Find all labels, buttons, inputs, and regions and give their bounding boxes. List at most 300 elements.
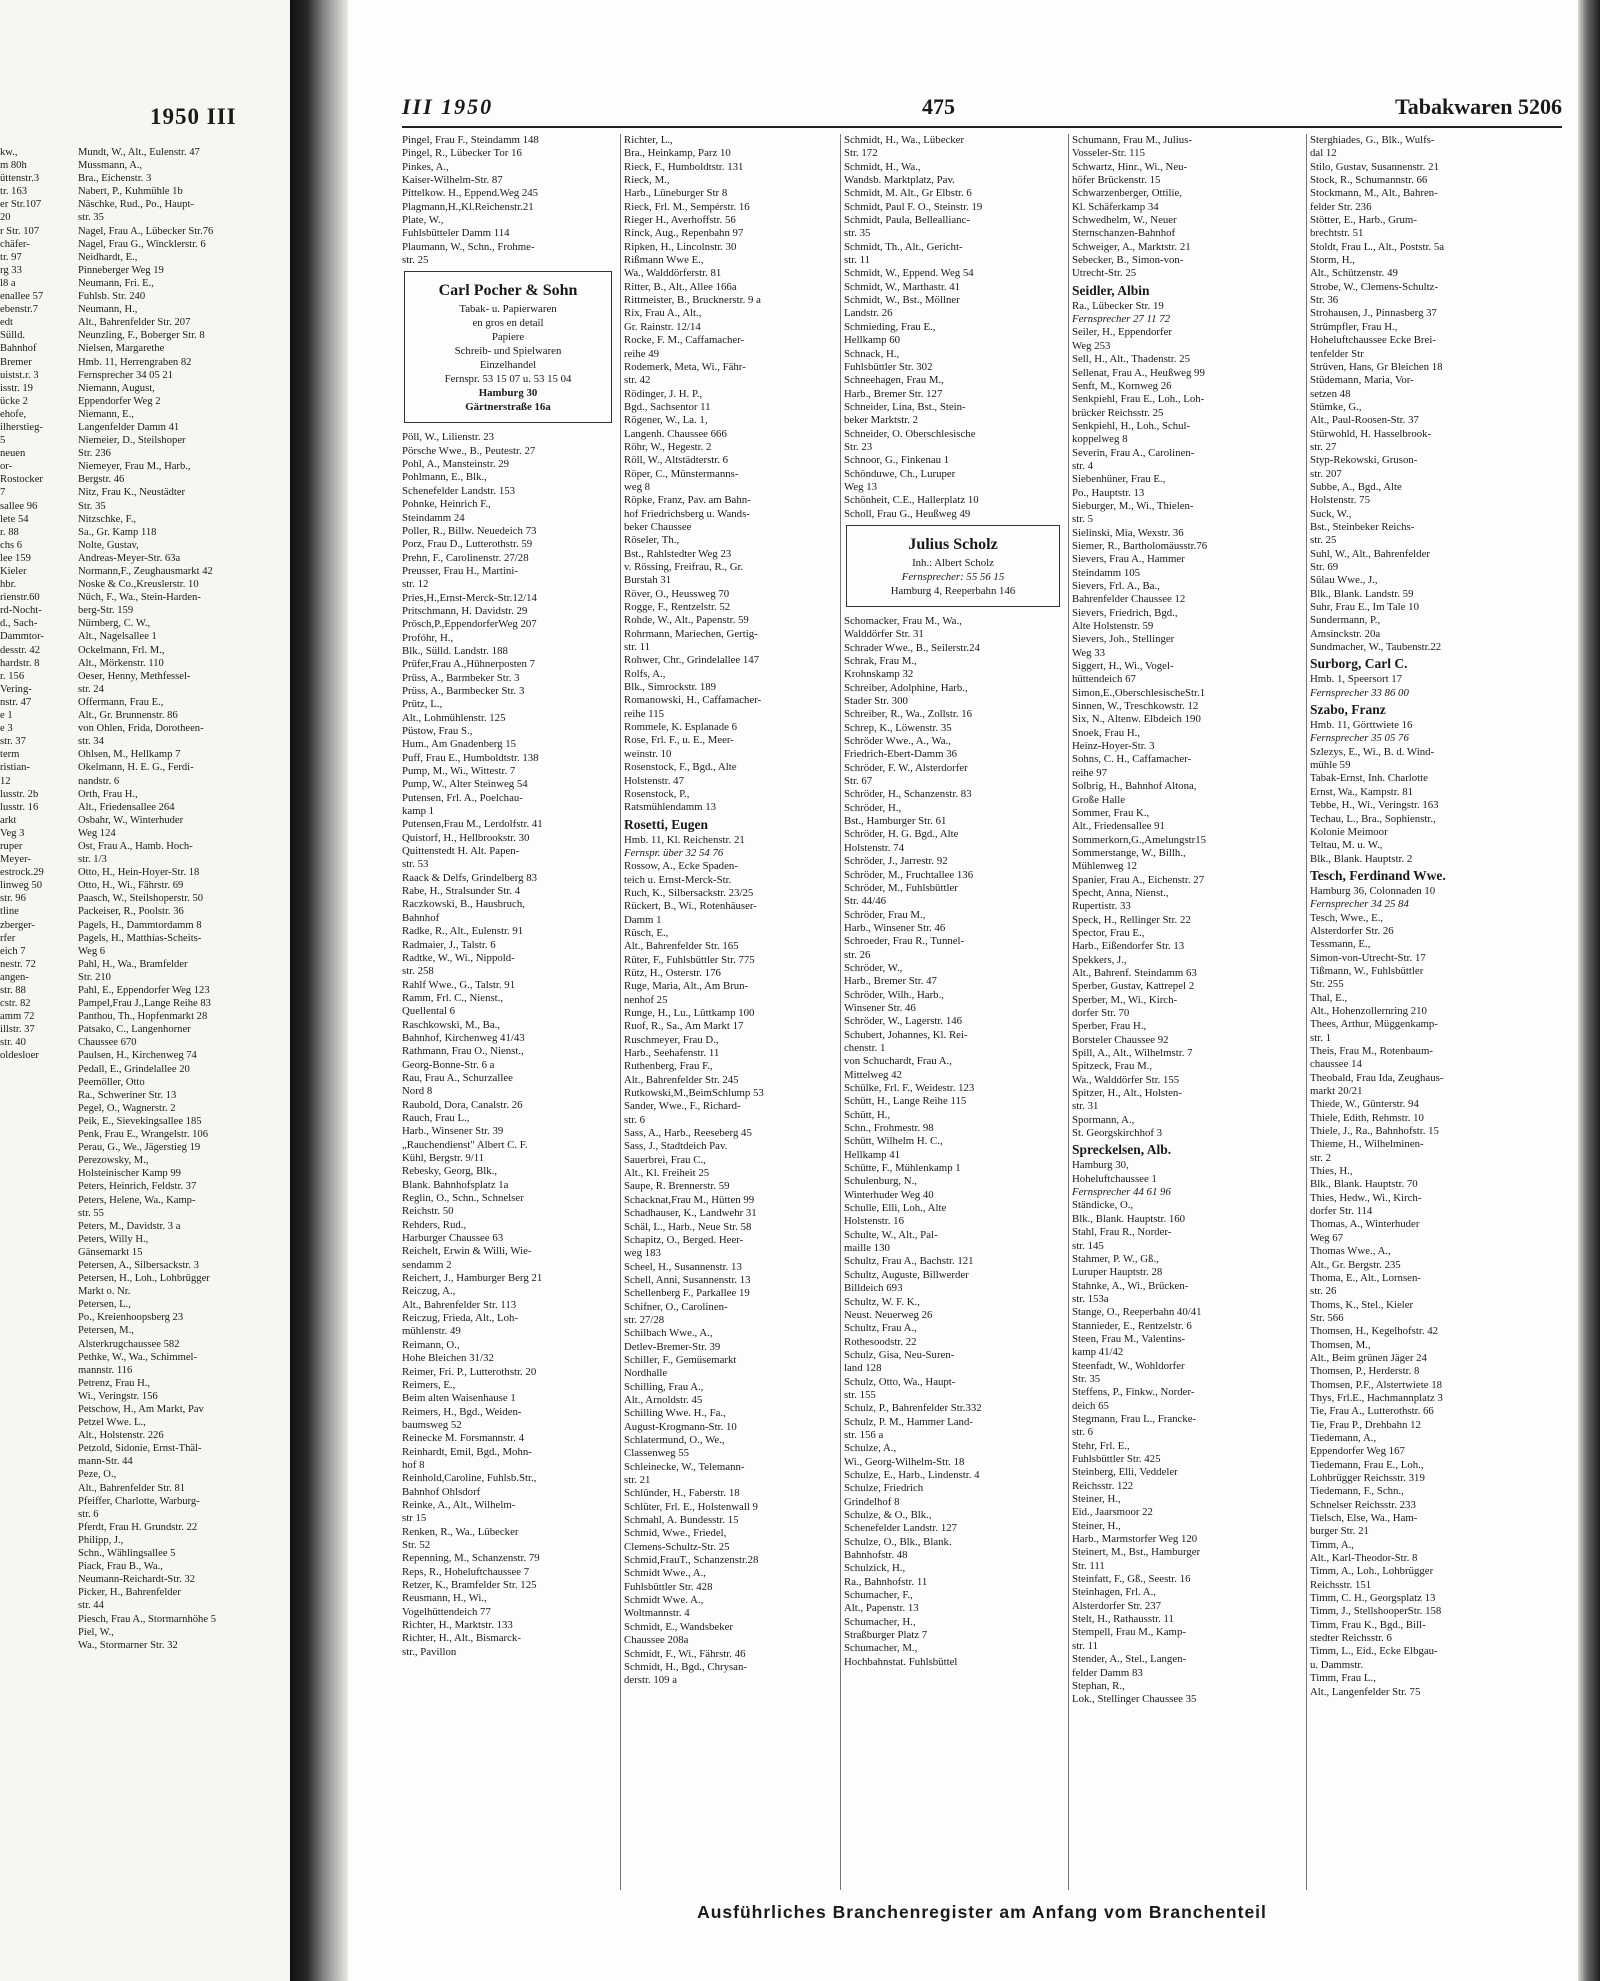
directory-entry: Sinnen, W., Treschkowstr. 12 [1072, 700, 1199, 713]
directory-entry: Paulsen, H., Kirchenweg 74 [78, 1050, 197, 1062]
directory-entry: Str. 35 [78, 500, 106, 512]
directory-entry: Rohrmann, Mariechen, Gertig- [624, 627, 758, 640]
directory-entry: Ruge, Maria, Alt., Am Brun- [624, 980, 749, 993]
directory-entry: Reinecke M. Forsmannstr. 4 [402, 1432, 525, 1445]
directory-entry: Schubert, Johannes, Kl. Rei- [844, 1028, 968, 1041]
directory-entry: Prütz, L., [402, 698, 443, 711]
directory-entry: Röver, O., Heussweg 70 [624, 587, 730, 600]
directory-entry: Paasch, W., Steilshoperstr. 50 [78, 893, 204, 905]
directory-entry: Piesch, Frau A., Stormarnhöhe 5 [78, 1613, 216, 1625]
directory-entry: Reichert, J., Hamburger Berg 21 [402, 1272, 543, 1285]
directory-entry: Reinhardt, Emil, Bgd., Mohn- [402, 1445, 532, 1458]
directory-entry: Reimann, O., [402, 1338, 460, 1351]
directory-entry: Hohe Bleichen 31/32 [402, 1352, 494, 1365]
directory-entry: Str. 44/46 [844, 895, 886, 908]
directory-entry: Fernspr. über 32 54 76 [624, 846, 724, 859]
directory-entry: Alt., Beim grünen Jäger 24 [1310, 1351, 1427, 1364]
directory-entry: Schlüter, Frl. E., Holstenwall 9 [624, 1500, 758, 1513]
directory-entry: felder Str. 236 [1310, 200, 1372, 213]
directory-entry: str. 11 [624, 641, 650, 654]
directory-entry: Schmidt, Th., Alt., Gericht- [844, 240, 963, 253]
directory-entry: 12 [0, 775, 11, 787]
directory-entry: Wi., Veringstr. 156 [78, 1390, 158, 1402]
directory-entry: Szabo, Franz [1310, 702, 1386, 718]
directory-entry: felder Damm 83 [1072, 1666, 1143, 1679]
directory-entry: Schulz, P., Bahrenfelder Str.332 [844, 1402, 982, 1415]
directory-entry: Profóhr, H., [402, 631, 454, 644]
directory-entry: Rinck, Aug., Repenbahn 97 [624, 227, 744, 240]
directory-entry: Sander, Wwe., F., Richard- [624, 1100, 741, 1113]
directory-entry: Bst., Hamburger Str. 61 [844, 815, 947, 828]
directory-entry: Alsterkrugchaussee 582 [78, 1338, 180, 1350]
directory-entry: Hoheluftchaussee Ecke Brei- [1310, 334, 1436, 347]
directory-entry: Schröder, M., Fuhlsbüttler [844, 881, 958, 894]
directory-entry: Sperber, Frau H., [1072, 1020, 1147, 1033]
directory-entry: Fuhlsbütteler Damm 114 [402, 227, 510, 240]
directory-entry: str. 27/28 [624, 1313, 665, 1326]
directory-entry: Ruthenberg, Frau F., [624, 1060, 713, 1073]
directory-entry: Lok., Stellinger Chaussee 35 [1072, 1693, 1197, 1706]
ad-lines [855, 556, 1051, 598]
directory-entry: Stelt, H., Rathausstr. 11 [1072, 1613, 1174, 1626]
directory-entry: Einzelhandel [479, 359, 537, 372]
directory-entry: chaussee 14 [1310, 1058, 1362, 1071]
directory-entry: Sellenat, Frau A., Heußweg 99 [1072, 366, 1205, 379]
directory-entry: Schneider, O. Oberschlesische [844, 427, 976, 440]
directory-entry: Hmb. 11, Kl. Reichenstr. 21 [624, 833, 745, 846]
directory-entry: Pferdt, Frau H. Grundstr. 22 [78, 1521, 198, 1533]
directory-entry: Panthou, Th., Hopfenmarkt 28 [78, 1011, 208, 1023]
directory-entry: Mussmann, A., [78, 160, 143, 172]
directory-entry: Langenh. Chaussee 666 [624, 427, 727, 440]
directory-entry: Rodemerk, Meta, Wi., Fähr- [624, 360, 746, 373]
directory-entry: Holstenstr. 16 [844, 1215, 904, 1228]
directory-entry: Woltmannstr. 4 [624, 1607, 690, 1620]
page-header [402, 94, 1562, 124]
directory-entry: Petersen, M., [78, 1325, 134, 1337]
directory-entry: ilherstieg- [0, 421, 43, 433]
directory-entry: Schulenburg, N., [844, 1175, 917, 1188]
directory-entry: Raschkowski, M., Ba., [402, 1018, 501, 1031]
directory-entry: Schilling Wwe. H., Fa., [624, 1407, 726, 1420]
directory-entry: zberger- [0, 919, 35, 931]
directory-entry: Prösch,P.,EppendorferWeg 207 [402, 618, 537, 631]
directory-entry: r. 88 [0, 526, 19, 538]
directory-entry: Timm, A., [1310, 1538, 1355, 1551]
directory-entry: Schneehagen, Frau M., [844, 374, 944, 387]
directory-entry: r Str. 107 [0, 225, 40, 237]
directory-entry: Thomas Wwe., A., [1310, 1245, 1391, 1258]
directory-entry: Blk., Sülld. Landstr. 188 [402, 644, 508, 657]
directory-entry: Sohns, C. H., Caffamacher- [1072, 753, 1192, 766]
directory-entry: Veg 3 [0, 827, 25, 839]
entry-list [1310, 134, 1562, 1699]
directory-entry: Schmidt, W., Bst., Möllner [844, 294, 960, 307]
directory-entry: Tesch, Ferdinand Wwe. [1310, 867, 1446, 883]
directory-entry: Harb., Marmstorfer Weg 120 [1072, 1533, 1198, 1546]
directory-entry: 20 [0, 212, 11, 224]
directory-entry: brücker Reichsstr. 25 [1072, 406, 1164, 419]
directory-entry: Stegmann, Frau L., Francke- [1072, 1412, 1197, 1425]
directory-entry: Rieck, Frl. M., Sempérstr. 16 [624, 200, 750, 213]
directory-entry: str. 53 [402, 858, 429, 871]
directory-entry: Alt., Friedensallee 264 [78, 801, 175, 813]
directory-entry: Hmb. 11, Görttwiete 16 [1310, 719, 1413, 732]
directory-entry: Meyer- [0, 854, 31, 866]
directory-entry: Winterhuder Weg 40 [844, 1188, 934, 1201]
directory-entry: Reiczug, A., [402, 1285, 456, 1298]
directory-entry: Alt., Arnoldstr. 45 [624, 1393, 703, 1406]
directory-entry: mann-Str. 44 [78, 1456, 133, 1468]
directory-entry: Alsterdorfer Str. 26 [1310, 924, 1394, 937]
directory-entry: Ripken, H., Lincolnstr. 30 [624, 240, 737, 253]
entry-list [1072, 134, 1304, 1707]
directory-entry: Schmidt Wwe., A., [624, 1567, 706, 1580]
directory-entry: Reimers, E., [402, 1378, 456, 1391]
directory-entry: Po., Kreienhoopsberg 23 [78, 1312, 184, 1324]
entry-list [402, 431, 618, 1659]
directory-entry: Str. 69 [1310, 561, 1339, 573]
directory-entry: Sievers, Friedrich, Bgd., [1072, 606, 1178, 619]
directory-entry: Mühlenweg 12 [1072, 860, 1138, 873]
directory-entry: Pedall, E., Grindelallee 20 [78, 1063, 190, 1075]
directory-entry: Rau, Frau A., Schurzallee [402, 1071, 513, 1084]
column-divider [1068, 134, 1069, 1890]
directory-entry: Osbahr, W., Winterhuder [78, 814, 184, 826]
directory-entry: Borsteler Chaussee 92 [1072, 1033, 1169, 1046]
directory-entry: str. 2 [1310, 1151, 1331, 1164]
directory-entry: Weg 33 [1072, 646, 1106, 659]
directory-entry: Schumacher, H., [844, 1615, 916, 1628]
directory-entry: Nürnberg, C. W., [78, 618, 151, 630]
directory-entry: Sievers, Frau A., Hammer [1072, 553, 1185, 566]
directory-entry: Str. 23 [844, 440, 873, 453]
directory-entry: Mundt, W., Alt., Eulenstr. 47 [78, 147, 200, 158]
directory-entry: Raubold, Dora, Canalstr. 26 [402, 1098, 523, 1111]
header-section: III 1950 [402, 94, 494, 119]
directory-entry: neuen [0, 448, 26, 460]
directory-entry: Alt., Friedensallee 91 [1072, 820, 1165, 833]
directory-entry: Storm, H., [1310, 254, 1355, 267]
directory-entry: Rebesky, Georg, Blk., [402, 1165, 498, 1178]
directory-entry: Putensen,Frau M., Lerdolfstr. 41 [402, 818, 543, 831]
directory-entry: mühlenstr. 49 [402, 1325, 461, 1338]
directory-entry: Pingel, Frau F., Steindamm 148 [402, 134, 539, 146]
directory-entry: Neumann, H., [78, 304, 138, 316]
directory-entry: Senft, M., Kornweg 26 [1072, 379, 1172, 392]
left-page-header: 1950 III [150, 104, 237, 129]
directory-entry: Szlezys, E., Wi., B. d. Wind- [1310, 745, 1435, 758]
directory-entry: kamp 1 [402, 805, 435, 818]
directory-entry: Schütt, H., Lange Reihe 115 [844, 1095, 967, 1108]
directory-entry: Mittelweg 42 [844, 1068, 902, 1081]
directory-entry: Tiedemann, F., Schn., [1310, 1485, 1404, 1498]
directory-entry: Schreib- und Spielwaren [454, 345, 562, 358]
directory-entry: desstr. 42 [0, 644, 41, 656]
directory-entry: Reglin, O., Schn., Schnelser [402, 1192, 524, 1205]
directory-entry: Gänsemarkt 15 [78, 1246, 143, 1258]
directory-entry: Sievers, Frl. A., Ba., [1072, 580, 1160, 592]
directory-entry: Picker, H., Bahrenfelder [78, 1587, 181, 1599]
directory-entry: Harburger Chaussee 63 [402, 1232, 504, 1245]
directory-column-3 [844, 134, 1066, 1900]
directory-entry: Alt., Mörkenstr. 110 [78, 657, 164, 669]
directory-entry: str. 31 [1072, 1100, 1099, 1113]
directory-entry: Niemann, E., [78, 408, 134, 420]
directory-entry: en gros en detail [472, 317, 544, 330]
directory-entry: hof 8 [402, 1458, 425, 1471]
directory-entry: Bahnhof, Kirchenweg 41/43 [402, 1031, 525, 1044]
directory-entry: Pinneberger Weg 19 [78, 264, 164, 276]
directory-entry: Spreckelsen, Alb. [1072, 1142, 1172, 1158]
directory-entry: Schilbach Wwe., A., [624, 1327, 713, 1340]
directory-entry: Spekkers, J., [1072, 953, 1127, 966]
directory-entry: Pump, W., Alter Steinweg 54 [402, 778, 528, 791]
directory-entry: Krohnskamp 32 [844, 668, 914, 681]
directory-entry: Schröder, J., Jarrestr. 92 [844, 855, 948, 868]
directory-entry: Stoldt, Frau L., Alt., Poststr. 5a [1310, 240, 1445, 253]
directory-entry: Sundermann, P., [1310, 614, 1381, 627]
directory-entry: Runge, H., Lu., Lüttkamp 100 [624, 1007, 755, 1019]
directory-entry: Pegel, O., Wagnerstr. 2 [78, 1102, 176, 1114]
directory-entry: Schreiber, R., Wa., Zollstr. 16 [844, 708, 973, 721]
directory-entry: Preusser, Frau H., Martini- [402, 564, 518, 577]
directory-entry: Oeser, Henny, Methfessel- [78, 670, 191, 682]
directory-entry: Sieburger, M., Wi., Thielen- [1072, 499, 1194, 512]
directory-entry: Severin, Frau A., Carolinen- [1072, 446, 1195, 459]
directory-entry: Schütt, Wilhelm H. C., [844, 1135, 943, 1148]
directory-entry: Techau, L., Bra., Sophienstr., [1310, 812, 1436, 825]
directory-entry: Alt., Bahrenfelder Str. 81 [78, 1482, 186, 1494]
directory-entry: Steindamm 24 [402, 511, 465, 524]
directory-entry: Alt., Paul-Roosen-Str. 37 [1310, 414, 1419, 427]
directory-entry: Str. 566 [1310, 1311, 1344, 1324]
directory-entry: Schäl, L., Harb., Neue Str. 58 [624, 1220, 752, 1233]
directory-entry: Quittenstedt H. Alt. Papen- [402, 845, 520, 858]
directory-entry: Steiner, H., [1072, 1519, 1121, 1532]
directory-entry: Stender, A., Stel., Langen- [1072, 1653, 1187, 1666]
directory-entry: Pahl, H., Wa., Bramfelder [78, 958, 188, 970]
directory-entry: Spanier, Frau A., Eichenstr. 27 [1072, 873, 1205, 886]
directory-entry: Noske & Co.,Kreuslerstr. 10 [78, 579, 199, 591]
directory-entry: Sterghiades, G., Blk., Wulfs- [1310, 134, 1435, 146]
directory-entry: Stahl, Frau R., Norder- [1072, 1226, 1172, 1239]
directory-entry: Schröder Wwe., A., Wa., [844, 735, 951, 748]
directory-entry: Petersen, H., Loh., Lohbrügger [78, 1273, 210, 1285]
directory-entry: str. 21 [624, 1474, 651, 1487]
directory-entry: amm 72 [0, 1011, 35, 1023]
directory-column-5 [1310, 134, 1562, 1900]
directory-entry: Schneider, Lina, Bst., Stein- [844, 400, 966, 413]
directory-entry: markt 20/21 [1310, 1085, 1363, 1098]
directory-entry: Schulz, Otto, Wa., Haupt- [844, 1375, 956, 1388]
directory-entry: Schiller, F., Gemüsemarkt [624, 1353, 737, 1366]
directory-entry: Rosenstock, P., [624, 787, 690, 800]
directory-entry: Amsinckstr. 20a [1310, 627, 1381, 640]
directory-entry: Wa., Walddörferstr. 81 [624, 267, 722, 280]
directory-entry: str. 11 [1072, 1639, 1098, 1652]
directory-entry: Teltau, M. u. W., [1310, 839, 1383, 852]
directory-entry: Kl. Schäferkamp 34 [1072, 200, 1159, 213]
directory-entry: str. 11 [844, 254, 870, 267]
directory-entry: Tabak- u. Papierwaren [459, 303, 557, 316]
directory-entry: Schmid,FrauT., Schanzenstr.28 [624, 1554, 759, 1567]
directory-entry: nestr. 72 [0, 958, 36, 970]
directory-entry: Porz, Frau D., Lutterothstr. 59 [402, 538, 533, 551]
directory-entry: Tiedemann, Frau E., Loh., [1310, 1458, 1424, 1471]
directory-entry: cstr. 82 [0, 998, 31, 1010]
directory-entry: Harb., Lüneburger Str 8 [624, 187, 728, 200]
directory-entry: Hoheluftchaussee 1 [1072, 1172, 1157, 1185]
directory-entry: Langenfelder Damm 41 [78, 421, 180, 433]
left-page-column [78, 146, 284, 1652]
directory-entry: beker Marktstr. 2 [844, 414, 919, 427]
directory-entry: Schmidt, F., Wi., Fährstr. 46 [624, 1647, 746, 1660]
directory-entry: Senkpiehl, Frau E., Loh., Loh- [1072, 393, 1205, 406]
directory-entry: maille 130 [844, 1242, 890, 1255]
directory-entry: Rose, Frl. F., u. E., Meer- [624, 734, 734, 747]
directory-entry: Bahnhof Ohlsdorf [402, 1485, 481, 1498]
directory-entry: Schn., Frohmestr. 98 [844, 1122, 934, 1135]
directory-entry: Plate, W., [402, 214, 444, 227]
directory-entry: Thies, Hedw., Wi., Kirch- [1310, 1191, 1422, 1204]
directory-entry: Pohlmann, E., Blk., [402, 471, 487, 484]
directory-entry: üttenstr.3 [0, 173, 40, 185]
directory-entry: Packeiser, R., Poolstr. 36 [78, 906, 184, 918]
directory-entry: Simon-von-Utrecht-Str. 17 [1310, 951, 1426, 964]
directory-entry: Suck, W., [1310, 507, 1352, 520]
directory-entry: Prehn, F., Carolinenstr. 27/28 [402, 551, 529, 564]
directory-entry: Snoek, Frau H., [1072, 726, 1141, 739]
directory-entry: Sass, J., Stadtdeich Pav. [624, 1140, 728, 1153]
directory-entry: Rossow, A., Ecke Spaden- [624, 860, 738, 873]
directory-entry: Schn., Wählingsallee 5 [78, 1548, 176, 1560]
directory-entry: Otto, H., Wi., Fährstr. 69 [78, 880, 184, 892]
directory-entry: Radke, R., Alt., Eulenstr. 91 [402, 925, 524, 938]
directory-entry: tline [0, 906, 19, 918]
directory-entry: Richter, H., Alt., Bismarck- [402, 1632, 521, 1645]
directory-entry: Schmidt, W., Eppend. Weg 54 [844, 267, 974, 280]
directory-entry: Peters, Heinrich, Feldstr. 37 [78, 1181, 197, 1193]
directory-entry: Ra., Bahnhofstr. 11 [844, 1575, 928, 1588]
directory-entry: Str. 255 [1310, 978, 1344, 991]
directory-entry: Harb., Eißendorfer Str. 13 [1072, 940, 1185, 953]
directory-entry: Schönduwe, Ch., Luruper [844, 467, 956, 480]
directory-entry: Schrep, K., Löwenstr. 35 [844, 721, 952, 734]
left-page-fragment [0, 0, 290, 1981]
directory-entry: Petzel Wwe. L., [78, 1417, 146, 1429]
directory-entry: Schmidt, Paula, Belleallianc- [844, 214, 970, 227]
directory-entry: stedter Reichsstr. 6 [1310, 1632, 1392, 1645]
directory-entry: Chaussee 670 [78, 1037, 137, 1049]
directory-entry: Hochbahnstat. Fuhlsbüttel [844, 1655, 958, 1668]
directory-entry: Richter, L., [624, 134, 673, 146]
directory-entry: Fernsprecher 34 25 84 [1310, 898, 1409, 911]
directory-entry: Schumacher, M., [844, 1642, 918, 1655]
directory-entry: e 1 [0, 710, 13, 722]
directory-entry: Steinert, M., Bst., Hamburger [1072, 1546, 1201, 1559]
directory-entry: Fernsprecher 34 05 21 [78, 369, 174, 381]
directory-entry: lusstr. 2b [0, 788, 39, 800]
directory-entry: Schulze, A., [844, 1442, 897, 1455]
directory-entry: Plagmann,H.,Kl.Reichenstr.21 [402, 200, 534, 213]
directory-entry: Reichstr. 50 [402, 1205, 454, 1218]
directory-entry: Strohausen, J., Pinnasberg 37 [1310, 307, 1437, 320]
directory-entry: 5 [0, 435, 6, 447]
directory-entry: Neumann-Reichardt-Str. 32 [78, 1574, 196, 1586]
directory-entry: Fernsprecher 44 61 96 [1072, 1186, 1171, 1199]
directory-entry: str. 145 [1072, 1239, 1104, 1252]
ad-title: Carl Pocher & Sohn [438, 282, 578, 300]
directory-entry: Alt., Bahrenfelder Str. 245 [624, 1073, 739, 1086]
directory-entry: Röhr, W., Hegestr. 2 [624, 440, 712, 453]
directory-entry: Schröder, W., Lagerstr. 146 [844, 1015, 963, 1028]
directory-entry: Fernsprecher 33 86 00 [1310, 686, 1409, 699]
directory-entry: Bahnhof [402, 911, 440, 924]
entry-list [402, 134, 618, 267]
directory-entry: Stempell, Frau M., Kamp- [1072, 1626, 1186, 1639]
directory-entry: Schütte, F., Mühlenkamp 1 [844, 1162, 961, 1175]
directory-entry: Wi., Georg-Wilhelm-Str. 18 [844, 1455, 965, 1468]
directory-entry: Schmidt, W., Marthastr. 41 [844, 280, 961, 293]
directory-entry: Alt., Bahrenfelder Str. 207 [78, 317, 191, 329]
directory-entry: Ost, Frau A., Hamb. Hoch- [78, 840, 193, 852]
column-divider [840, 134, 841, 1890]
directory-entry: Reimer, Fri. P., Lutterothstr. 20 [402, 1365, 537, 1378]
directory-entry: Perau, G., We., Jägerstieg 19 [78, 1142, 201, 1154]
directory-entry: Str. 35 [1072, 1372, 1101, 1385]
directory-entry: Neidhardt, E., [78, 251, 138, 263]
directory-entry: Fuhlsbüttler Str. 425 [1072, 1453, 1161, 1465]
directory-entry: Ernst, Wa., Kampstr. 81 [1310, 785, 1413, 798]
directory-entry: Stange, O., Reeperbahn 40/41 [1072, 1306, 1202, 1319]
header-rule [402, 126, 1562, 128]
directory-entry: str. 26 [1310, 1285, 1337, 1298]
directory-entry: Rohde, W., Alt., Papenstr. 59 [624, 614, 749, 627]
directory-entry: Offermann, Frau E., [78, 696, 164, 708]
directory-entry: Schulle, Elli, Loh., Alte [844, 1202, 947, 1215]
directory-entry: Schweiger, A., Marktstr. 21 [1072, 240, 1191, 253]
directory-entry: weg 8 [624, 480, 651, 493]
directory-entry: Luruper Hauptstr. 28 [1072, 1266, 1163, 1279]
directory-entry: Schmidt, H., Wa., Lübecker [844, 134, 965, 146]
directory-entry: Tißmann, W., Fuhlsbüttler [1310, 964, 1424, 977]
directory-entry: Nordhalle [624, 1367, 668, 1380]
directory-entry: Raack & Delfs, Grindelberg 83 [402, 871, 538, 884]
directory-entry: str. 35 [78, 212, 104, 224]
directory-entry: Schultz, Frau A., [844, 1322, 917, 1335]
directory-entry: Thoms, K., Stel., Kieler [1310, 1298, 1414, 1311]
directory-entry: Wandsb. Marktplatz, Pav. [844, 174, 955, 187]
directory-entry: Schrak, Frau M., [844, 655, 917, 667]
directory-entry: Nagel, Frau A., Lübecker Str.76 [78, 225, 214, 237]
directory-entry: 7 [0, 487, 6, 499]
advertisement-box [404, 271, 612, 423]
directory-entry: Rix, Frau A., Alt., [624, 307, 702, 320]
directory-entry: Sternschanzen-Bahnhof [1072, 227, 1176, 240]
directory-entry: sendamm 2 [402, 1258, 452, 1271]
directory-entry: Penk, Frau E., Wrangelstr. 106 [78, 1129, 209, 1141]
directory-entry: lete 54 [0, 513, 29, 525]
directory-entry: Weg 6 [78, 945, 106, 957]
directory-entry: Rückert, B., Wi., Rotenhäuser- [624, 900, 757, 913]
directory-entry: beker Chaussee [624, 520, 692, 533]
directory-entry: St. Georgskirchhof 3 [1072, 1127, 1163, 1140]
directory-entry: Spitzeck, Frau M., [1072, 1060, 1153, 1073]
directory-entry: chenstr. 1 [844, 1041, 886, 1054]
directory-entry: Pritschmann, H. Davidstr. 29 [402, 604, 528, 617]
directory-entry: Reichsstr. 151 [1310, 1578, 1372, 1591]
